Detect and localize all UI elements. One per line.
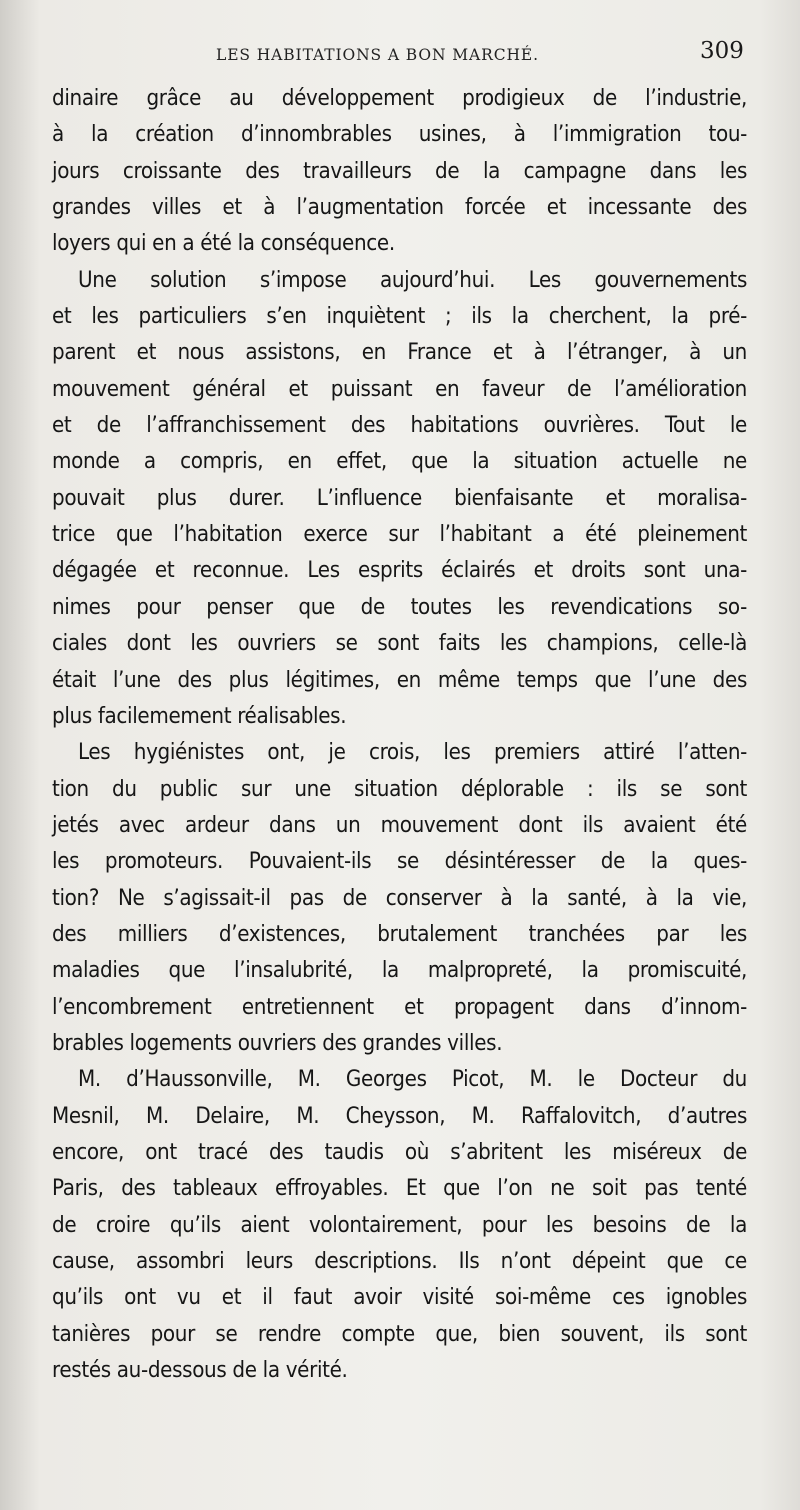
- text-line: mouvement général et puissant en faveur de l’amélioration: [52, 375, 747, 402]
- text-line: encore, ont tracé des taudis où s’abritent les miséreux de: [52, 1138, 747, 1165]
- page-header: [0, 38, 800, 74]
- body-text: [52, 80, 747, 1388]
- text-line: tion du public sur une situation déplorable : ils se sont: [52, 775, 747, 802]
- page-number: 309: [700, 38, 744, 64]
- text-line: jours croissante des travailleurs de la campagne dans les: [52, 157, 747, 184]
- text-line: monde a compris, en effet, que la situation actuelle ne: [52, 448, 747, 475]
- text-line: brables logements ouvriers des grandes villes.: [52, 1029, 503, 1056]
- text-line: tanières pour se rendre compte que, bien souvent, ils sont: [52, 1320, 747, 1347]
- text-line: l’encombrement entretiennent et propagent dans d’innom-: [52, 993, 747, 1020]
- paragraph: [52, 1061, 747, 1388]
- running-title: LES HABITATIONS A BON MARCHÉ.: [216, 46, 539, 64]
- text-line: ciales dont les ouvriers se sont faits les champions, celle-là: [52, 630, 747, 657]
- text-line: cause, assombri leurs descriptions. Ils n’ont dépeint que ce: [52, 1248, 747, 1274]
- text-line: et les particuliers s’en inquiètent ; ils la cherchent, la pré-: [52, 303, 747, 330]
- text-line: tion? Ne s’agissait-il pas de conserver à la santé, à la vie,: [52, 884, 747, 911]
- text-line: parent et nous assistons, en France et à l’étranger, à un: [52, 339, 747, 366]
- text-line: M. d’Haussonville, M. Georges Picot, M. le Docteur du: [78, 1066, 747, 1093]
- text-line: de croire qu’ils aient volontairement, pour les besoins de la: [52, 1211, 747, 1238]
- text-line: plus facilemement réalisables.: [52, 702, 347, 729]
- text-line: à la création d’innombrables usines, à l’immigration tou-: [52, 121, 747, 148]
- text-line: nimes pour penser que de toutes les revendications so-: [52, 593, 747, 620]
- text-line: pouvait plus durer. L’influence bienfaisante et moralisa-: [52, 484, 747, 511]
- paragraph: [52, 734, 747, 1061]
- text-line: dinaire grâce au développement prodigieux de l’industrie,: [52, 85, 747, 111]
- text-line: grandes villes et à l’augmentation forcée et incessante des: [52, 194, 747, 221]
- text-line: Une solution s’impose aujourd’hui. Les gouvernements: [78, 266, 747, 293]
- paragraph: [52, 262, 747, 734]
- text-line: et de l’affranchissement des habitations ouvrières. Tout le: [52, 412, 747, 439]
- text-line: maladies que l’insalubrité, la malpropreté, la promiscuité,: [52, 957, 747, 984]
- text-line: Paris, des tableaux effroyables. Et que l’on ne soit pas tenté: [52, 1175, 747, 1202]
- text-line: des milliers d’existences, brutalement tranchées par les: [52, 920, 747, 947]
- text-line: Les hygiénistes ont, je crois, les premiers attiré l’atten-: [78, 739, 747, 766]
- text-line: loyers qui en a été la conséquence.: [52, 230, 395, 257]
- text-line: jetés avec ardeur dans un mouvement dont ils avaient été: [52, 811, 747, 838]
- text-line: était l’une des plus légitimes, en même temps que l’une des: [52, 666, 747, 693]
- text-line: restés au-dessous de la vérité.: [52, 1357, 348, 1384]
- text-line: les promoteurs. Pouvaient-ils se désintéresser de la ques-: [52, 848, 747, 875]
- text-line: dégagée et reconnue. Les esprits éclairés et droits sont una-: [52, 557, 747, 584]
- paragraph: [52, 80, 747, 262]
- text-line: Mesnil, M. Delaire, M. Cheysson, M. Raffalovitch, d’autres: [52, 1102, 747, 1129]
- text-line: trice que l’habitation exerce sur l’habitant a été pleinement: [52, 521, 747, 548]
- text-line: qu’ils ont vu et il faut avoir visité soi-même ces ignobles: [52, 1284, 747, 1311]
